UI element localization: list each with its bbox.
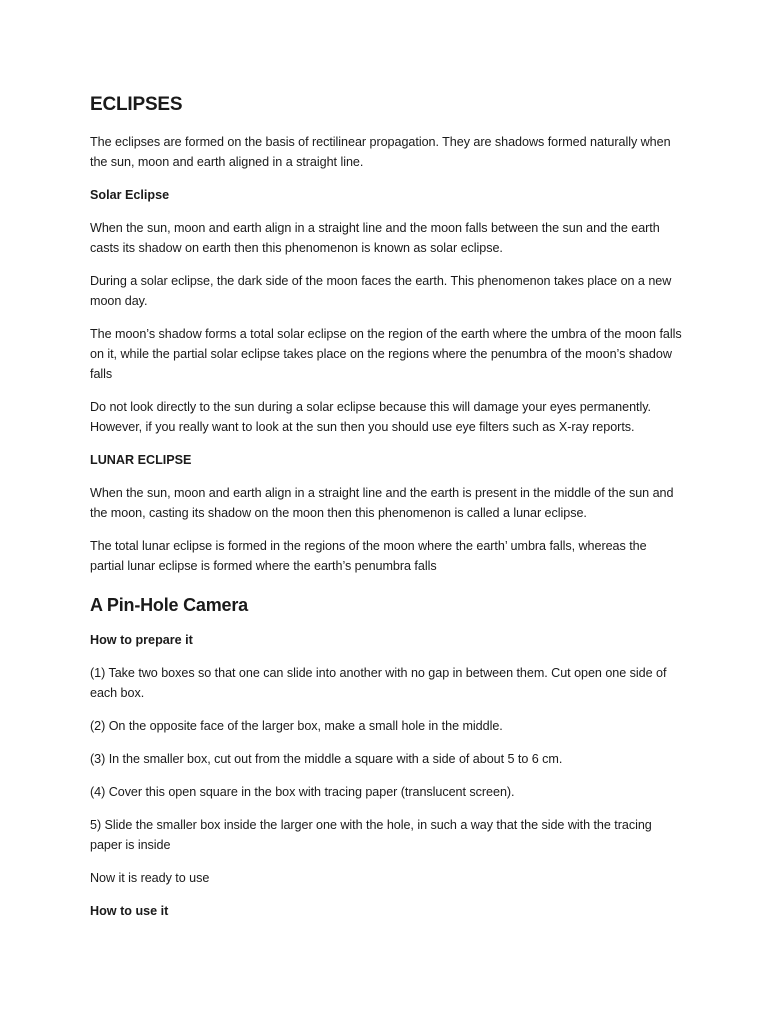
use-heading: How to use it xyxy=(90,904,169,918)
lunar-eclipse-heading: LUNAR ECLIPSE xyxy=(90,453,192,467)
page-title: ECLIPSES xyxy=(90,94,183,115)
solar-paragraph-2: During a solar eclipse, the dark side of the moon faces the earth. This phenomenon takes place on a new moon day. xyxy=(90,274,672,308)
solar-paragraph-4: Do not look directly to the sun during a solar eclipse because this will damage your eyes permanently. However, if you really want to look at the sun then you should use eye filters such as X-ray reports. xyxy=(90,400,651,434)
lunar-paragraph-2: The total lunar eclipse is formed in the regions of the moon where the earth’ umbra falls, whereas the partial lunar eclipse is formed where the earth’s penumbra falls xyxy=(90,539,647,573)
ready-paragraph: Now it is ready to use xyxy=(90,871,210,885)
step-item: (4) Cover this open square in the box with tracing paper (translucent screen). xyxy=(90,785,515,799)
solar-eclipse-heading: Solar Eclipse xyxy=(90,188,170,202)
step-item: (3) In the smaller box, cut out from the middle a square with a side of about 5 to 6 cm. xyxy=(90,752,563,766)
solar-paragraph-1: When the sun, moon and earth align in a straight line and the moon falls between the sun and the earth casts its shadow on earth then this phenomenon is known as solar eclipse. xyxy=(90,221,660,255)
solar-paragraph-3: The moon’s shadow forms a total solar eclipse on the region of the earth where the umbra of the moon falls on it, while the partial solar eclipse takes place on the regions where the penumbra of the moon’s shadow falls xyxy=(90,327,682,381)
step-item: (1) Take two boxes so that one can slide into another with no gap in between them. Cut open one side of each box. xyxy=(90,666,667,700)
pinhole-camera-title: A Pin-Hole Camera xyxy=(90,595,248,615)
step-item: (2) On the opposite face of the larger box, make a small hole in the middle. xyxy=(90,719,503,733)
intro-paragraph: The eclipses are formed on the basis of rectilinear propagation. They are shadows formed naturally when the sun, moon and earth aligned in a straight line. xyxy=(90,135,671,169)
step-item: 5) Slide the smaller box inside the larger one with the hole, in such a way that the side with the tracing paper is inside xyxy=(90,818,652,852)
prepare-heading: How to prepare it xyxy=(90,633,193,647)
lunar-paragraph-1: When the sun, moon and earth align in a straight line and the earth is present in the middle of the sun and the moon, casting its shadow on the moon then this phenomenon is called a lunar eclipse. xyxy=(90,486,674,520)
